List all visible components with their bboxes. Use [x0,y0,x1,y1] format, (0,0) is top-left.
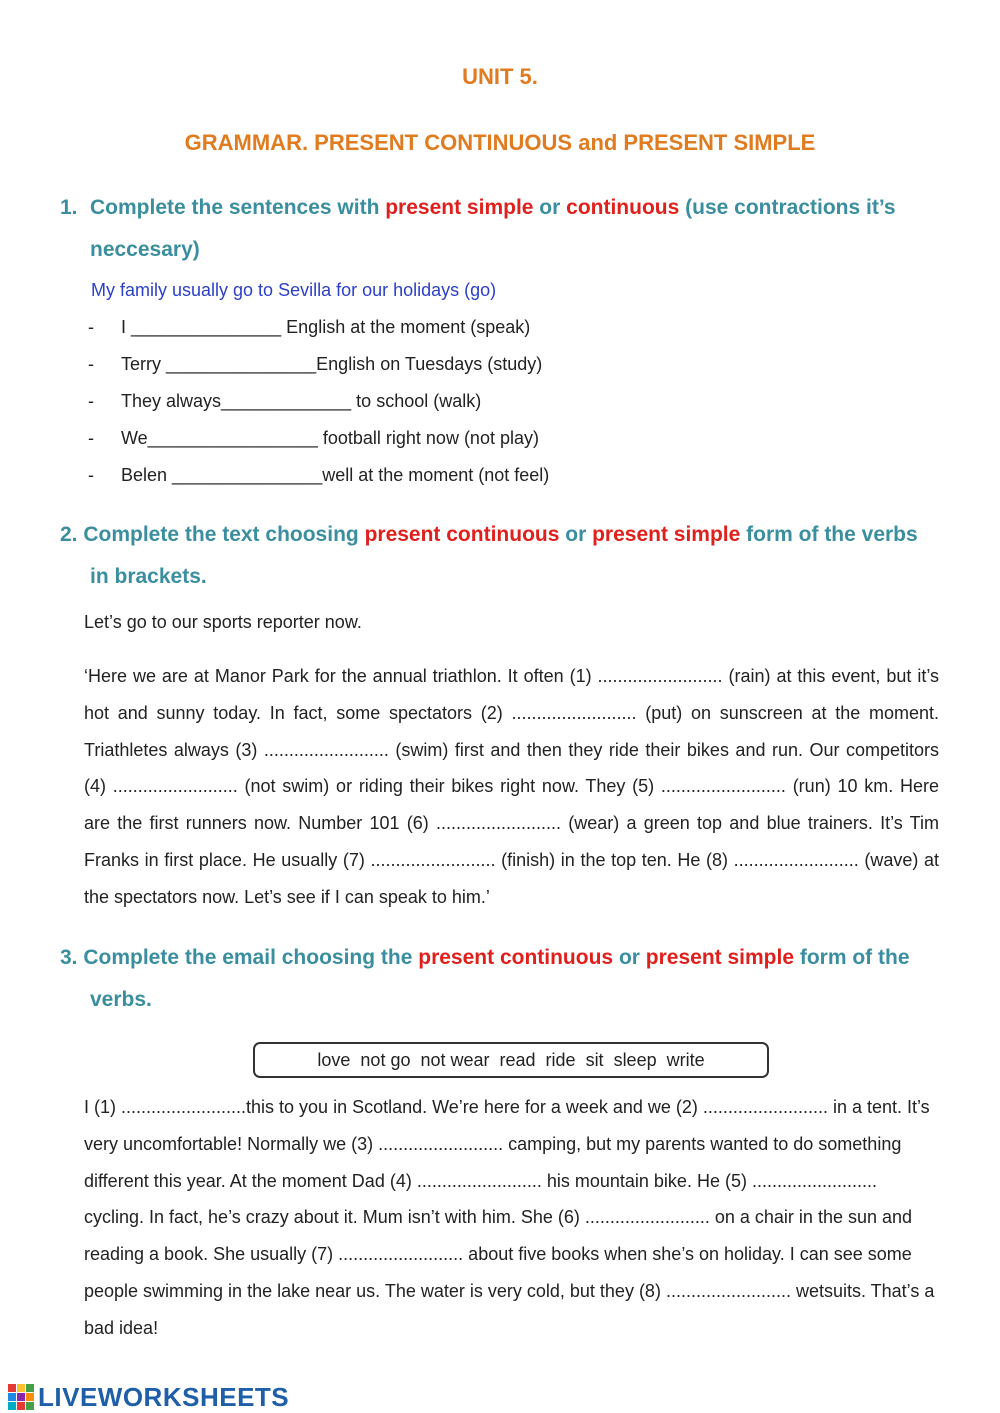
word-bank-item: ride [545,1049,576,1070]
exercise-3-text: I (1) .........................this to you in Scotland. We’re here for a week and we (2) ......................... in a tent. It’s very uncomfortable! Normally we (3) ......................... camping, but my parents wanted to do something different this year. At the moment Dad (4) ......................... his mountain bike. He (5) ......................... cycling. In fact, he’s crazy about it. Mum isn’t with him. She (6) ......................... on a chair in the sun and reading a book. She usually (7) ......................... about five books when she’s on holiday. I can see some people swimming in the lake near us. The water is very cold, but they (8) ......................... wetsuits. That’s a bad idea! [84,1097,935,1338]
exercise-1-heading-line2: neccesary) [90,238,200,261]
word-bank-item: read [499,1049,536,1070]
exercise-2-heading-tail: form of the verbs [740,523,918,546]
dash-bullet: - [88,428,94,448]
list-item [88,353,549,390]
dash-bullet: - [88,391,94,411]
sentence-text: We_________________ football right now (not play) [121,428,539,448]
exercise-1-keyword-simple: present simple [385,196,534,219]
exercise-3-keyword-continuous: present continuous [418,946,614,969]
exercise-3-heading [60,937,950,1021]
list-item [88,316,549,353]
word-bank-item: not go [360,1049,411,1070]
word-bank [253,1042,769,1078]
dash-bullet: - [88,465,94,485]
exercise-2-heading-line2: in brackets. [90,565,207,588]
exercise-1-heading-tail: (use contractions it’s [679,196,896,219]
unit-title: UNIT 5. [462,64,538,89]
exercise-2-heading-or: or [559,523,593,546]
exercise-2-heading [60,514,950,598]
liveworksheets-logo[interactable] [8,1382,289,1412]
dash-bullet: - [88,317,94,337]
exercise-2-keyword-continuous: present continuous [364,523,560,546]
word-bank-item: sit [585,1049,604,1070]
exercise-2-text: ‘Here we are at Manor Park for the annual triathlon. It often (1) ......................... (rain) at this event, but it’s hot and sunny today. In fact, some spectators (2) ......................... (put) on sunscreen at the moment. Triathletes always (3) ......................... (swim) first and then they ride their bikes and run. Our competitors (4) ......................... (not swim) or riding their bikes right now. They (5) ......................... (run) 10 km. Here are the first runners now. Number 101 (6) ......................... (wear) a green top and blue trainers. It’s Tim Franks in first place. He usually (7) ......................... (finish) in the top ten. He (8) ......................... (wave) at the spectators now. Let’s see if I can speak to him.’ [84,666,939,907]
exercise-2-intro: Let’s go to our sports reporter now. [84,612,362,632]
exercise-1-keyword-continuous: continuous [566,196,680,219]
exercise-3-number: 3. [60,946,78,969]
exercise-1-list [88,316,549,501]
exercise-3-keyword-simple: present simple [645,946,795,969]
exercise-1-heading-text: Complete the sentences with [90,196,386,219]
word-bank-item: write [666,1049,705,1070]
exercise-3-heading-tail: form of the [794,946,910,969]
list-item [88,427,549,464]
sentence-text: They always_____________ to school (walk) [121,391,482,411]
sentence-text: I _______________ English at the moment (speak) [121,317,531,337]
logo-text: LIVEWORKSHEETS [38,1381,290,1412]
word-bank-item: sleep [613,1049,657,1070]
word-bank-item: love [317,1049,351,1070]
exercise-1-heading [60,187,950,271]
exercise-3-heading-or: or [613,946,646,969]
list-item [88,390,549,427]
logo-cubes-icon [8,1384,34,1410]
exercise-1-heading-or: or [533,196,567,219]
exercise-3-heading-line2: verbs. [90,988,152,1011]
exercise-3-heading-text: Complete the email choosing the [83,946,419,969]
exercise-2-heading-text: Complete the text choosing [83,523,365,546]
word-bank-item: not wear [420,1049,490,1070]
dash-bullet: - [88,354,94,374]
exercise-2-number: 2. [60,523,78,546]
exercise-1-number: 1. [60,196,78,219]
sentence-text: Belen _______________well at the moment (not feel) [121,465,550,485]
grammar-title: GRAMMAR. PRESENT CONTINUOUS and PRESENT SIMPLE [184,130,816,155]
sentence-text: Terry _______________English on Tuesdays (study) [121,354,543,374]
exercise-1-example: My family usually go to Sevilla for our holidays (go) [91,280,497,300]
list-item [88,464,549,501]
exercise-2-keyword-simple: present simple [592,523,741,546]
